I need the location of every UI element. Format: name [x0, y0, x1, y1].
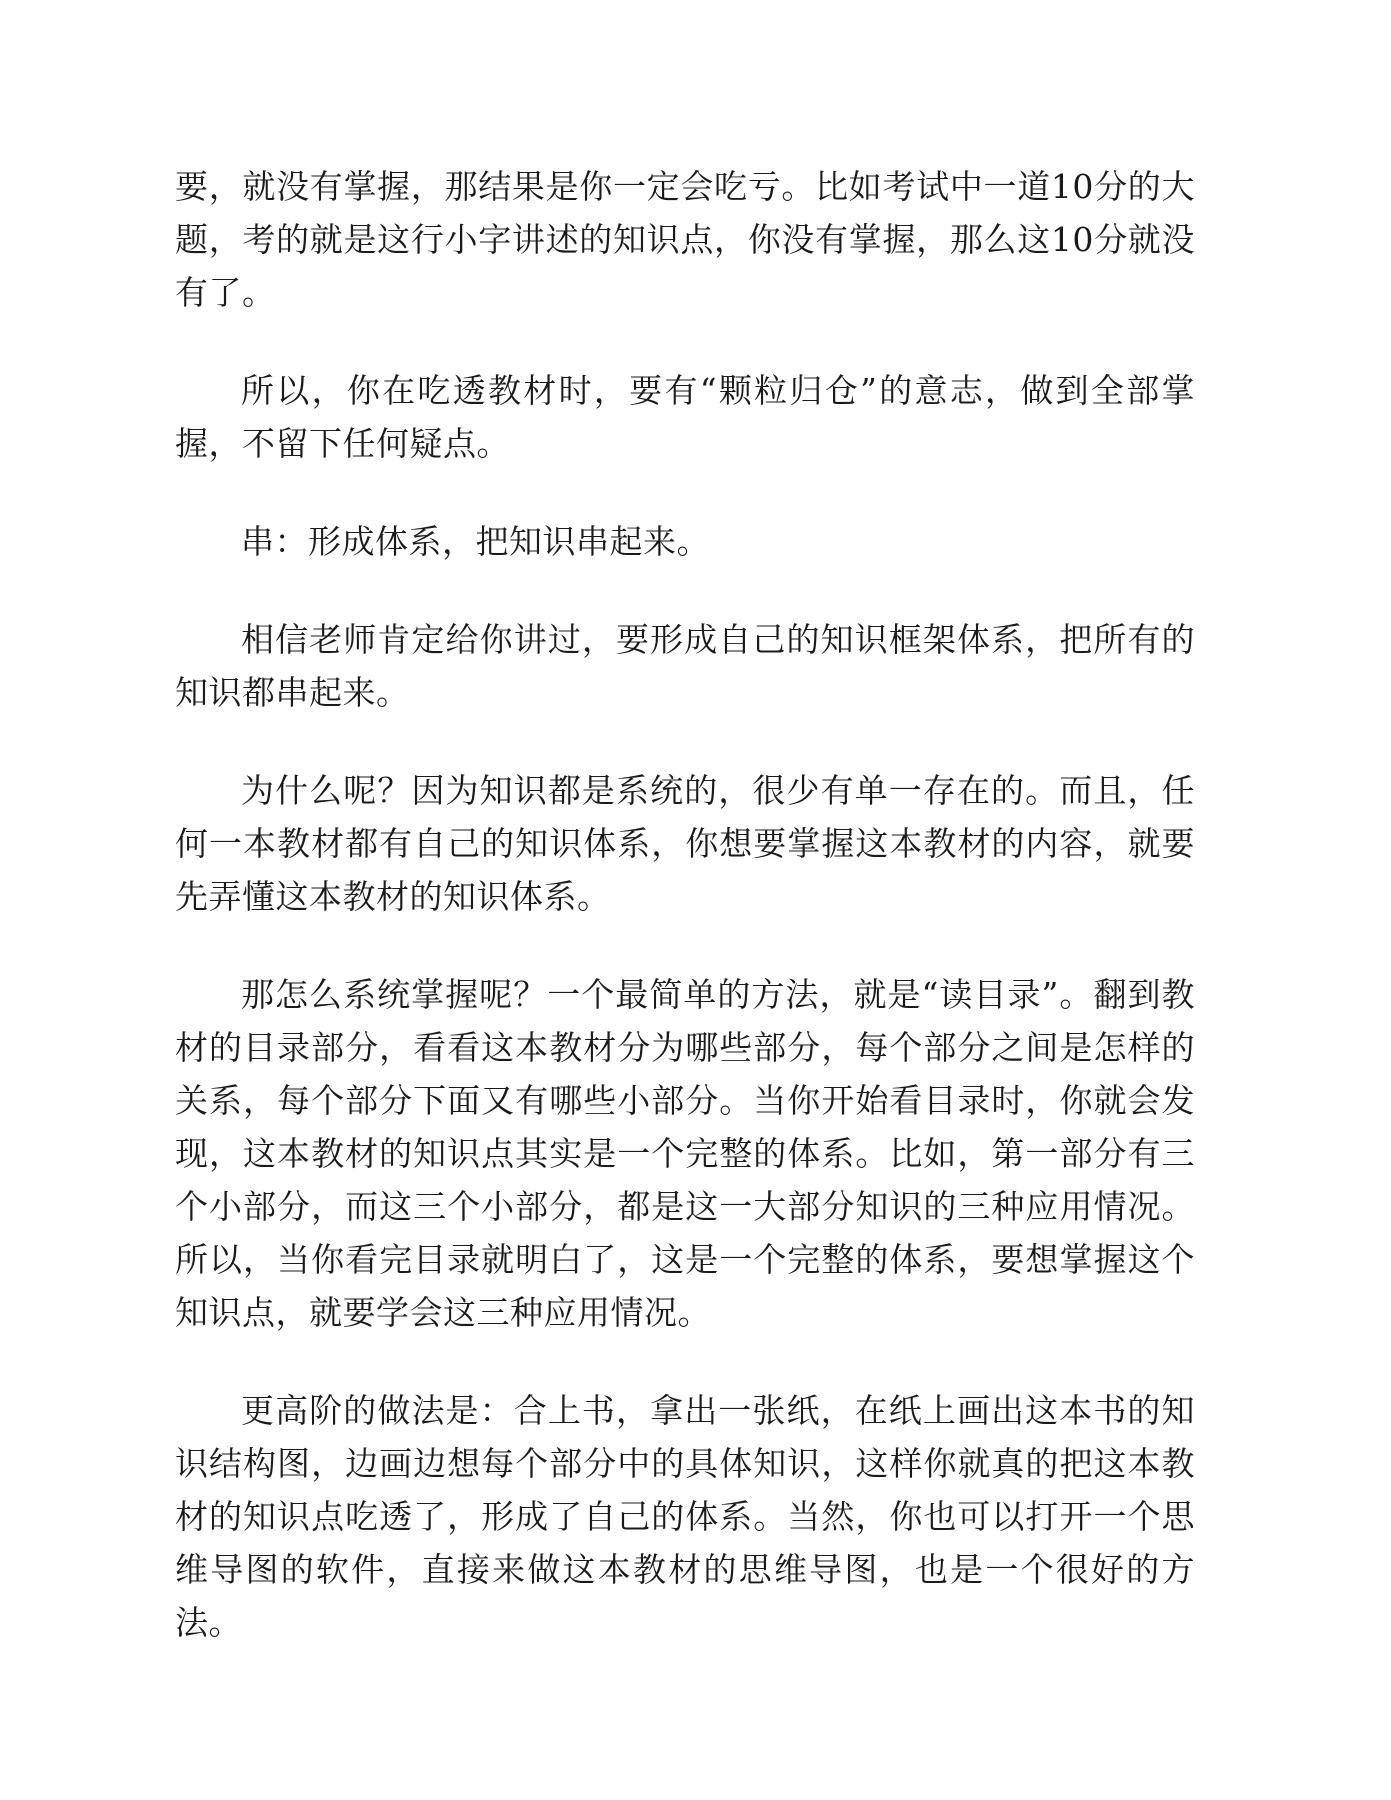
body-text: [175, 160, 1195, 1649]
paragraph-grain-to-granary: 所以，你在吃透教材时，要有“颗粒归仓”的意志，做到全部掌握，不留下任何疑点。: [175, 371, 1195, 463]
paragraph-section-heading: 串：形成体系，把知识串起来。: [241, 522, 710, 561]
paragraph-continuation: 要，就没有掌握，那结果是你一定会吃亏。比如考试中一道10分的大题，考的就是这行小字讲述的知识点，你没有掌握，那么这10分就没有了。: [175, 167, 1195, 312]
paragraph-why-system: 为什么呢？因为知识都是系统的，很少有单一存在的。而且，任何一本教材都有自己的知识体系，你想要掌握这本教材的内容，就要先弄懂这本教材的知识体系。: [175, 771, 1195, 916]
paragraph-read-table-of-contents: 那怎么系统掌握呢？一个最简单的方法，就是“读目录”。翻到教材的目录部分，看看这本教材分为哪些部分，每个部分之间是怎样的关系，每个部分下面又有哪些小部分。当你开始看目录时，你就会发现，这本教材的知识点其实是一个完整的体系。比如，第一部分有三个小部分，而这三个小部分，都是这一大部分知识的三种应用情况。所以，当你看完目录就明白了，这是一个完整的体系，要想掌握这个知识点，就要学会这三种应用情况。: [175, 975, 1195, 1332]
paragraph-mind-map: 更高阶的做法是：合上书，拿出一张纸，在纸上画出这本书的知识结构图，边画边想每个部分中的具体知识，这样你就真的把这本教材的知识点吃透了，形成了自己的体系。当然，你也可以打开一个思维导图的软件，直接来做这本教材的思维导图，也是一个很好的方法。: [175, 1391, 1195, 1642]
paragraph-knowledge-framework: 相信老师肯定给你讲过，要形成自己的知识框架体系，把所有的知识都串起来。: [175, 620, 1195, 712]
